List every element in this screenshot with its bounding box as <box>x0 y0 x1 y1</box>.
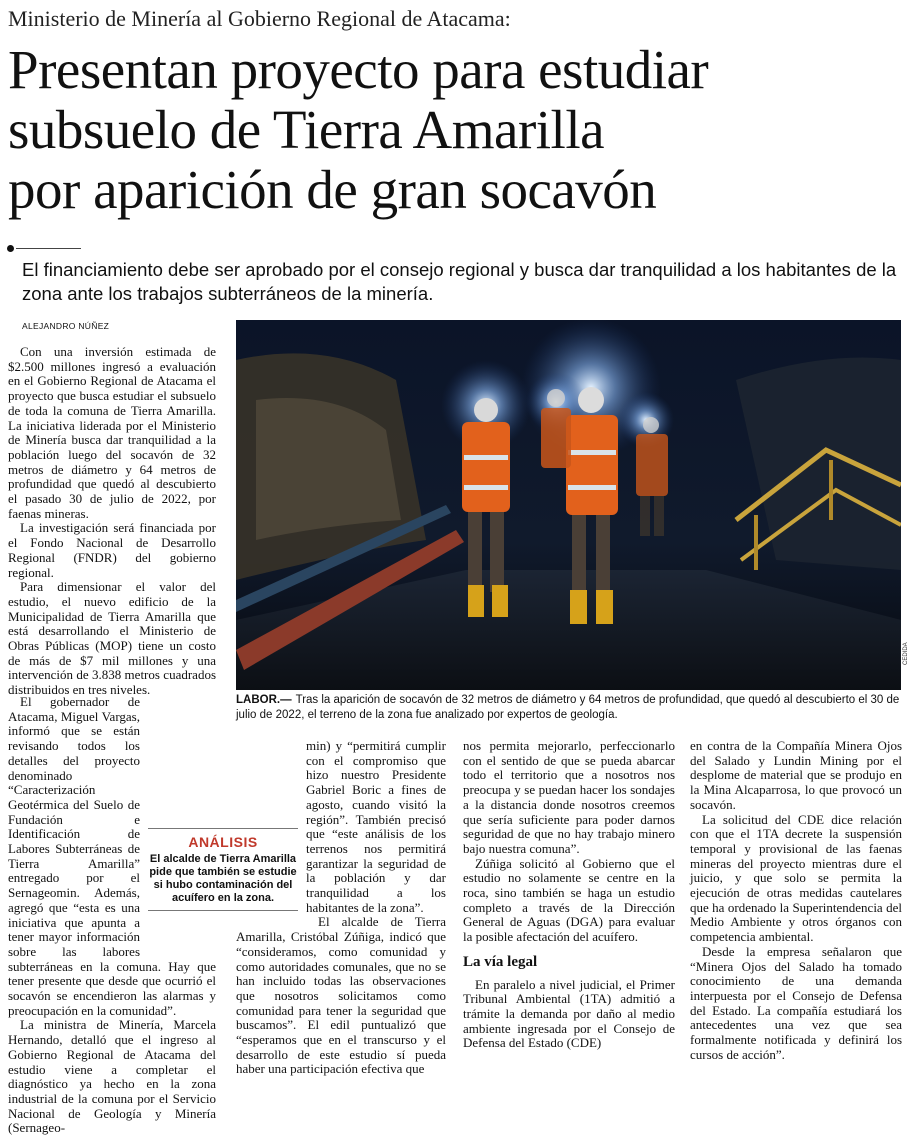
headline-line-3: por aparición de gran socavón <box>8 159 657 220</box>
article-photo <box>236 320 901 690</box>
photo-credit: CEDIDA <box>903 642 909 665</box>
paragraph: nos permita mejorarlo, perfeccionarlo con el sentido de que se pueda abarcar todo el territorio que a nosotros nos preocupa y se puedan hacer los sondajes a la distancia donde nosotros creemos que sería suficiente para poder darnos seguridad de que no hay trabajo minero bajo nuestra comuna”. <box>463 738 675 856</box>
article-headline <box>8 40 908 220</box>
paragraph: Zúñiga solicitó al Gobierno que el estudio no solamente se centre en la roca, sino también se haga un estudio completo a través de la Dirección General de Aguas (DGA) para evaluar la posible afectación del acuífero. <box>463 855 675 945</box>
mine-tunnel-illustration <box>236 320 901 690</box>
text-column-1-lower <box>8 695 216 1136</box>
paragraph: en contra de la Compañía Minera Ojos del Salado y Lundin Mining por el desplome de material que se produjo en la Mina Alcaparrosa, lo que provocó un socavón. <box>690 738 902 812</box>
headline-line-1: Presentan proyecto para estudiar <box>8 39 709 100</box>
headline-line-2: subsuelo de Tierra Amarilla <box>8 99 605 160</box>
section-subhead: La vía legal <box>463 953 538 970</box>
text-column-4 <box>690 739 902 1062</box>
float-spacer <box>236 823 306 919</box>
text-column-3 <box>463 739 675 1051</box>
paragraph: La solicitud del CDE dice relación con que el 1TA decrete la suspensión temporal y provisional de las faenas mineras del proyecto mientras dure el juicio, y que solo se permita la ejecución de otras medidas cautelares que ha ordenado la Superintendencia del Medio Ambiente y otros órganos con competencia ambiental. <box>690 811 902 945</box>
article-byline: ALEJANDRO NÚÑEZ <box>22 321 110 331</box>
section-divider-dot <box>7 245 14 252</box>
analysis-title: ANÁLISIS <box>188 834 258 850</box>
paragraph: Con una inversión estimada de $2.500 millones ingresó a evaluación en el Gobierno Regional de Atacama el proyecto que busca estudiar el subsuelo de toda la comuna de Tierra Amarilla. La iniciativa liderada por el Ministerio de Minería busca dar tranquilidad a la población luego del socavón de 32 metros de diámetro y 64 metros de profundidad que quedó al descubierto el pasado 30 de julio de 2022, por faenas mineras. <box>8 344 216 521</box>
paragraph: La investigación será financiada por el Fondo Nacional de Desarrollo Regional (FNDR) del gobierno regional. <box>8 520 216 580</box>
paragraph: Para dimensionar el valor del estudio, el nuevo edificio de la Municipalidad de Tierra Amarilla que está desarrollando el Ministerio de Obras Públicas (MOP) tiene un costo de más de $7 mil millones y una intervención de 3.838 metros cuadrados distribuidos en tres niveles. <box>8 579 216 698</box>
article-kicker: Ministerio de Minería al Gobierno Regional de Atacama: <box>8 6 511 31</box>
text-column-2 <box>236 739 446 1077</box>
paragraph: El gobernador de Atacama, Miguel Vargas, informó que se están revisando todos los detalles del proyecto denominado “Caracterización Geotérmica del Suelo de Fundación e Identificación de Labores Subterráneas de Tierra Amarilla” entregado por el Sernageomin. Además, agregó que “esta es una iniciativa que apunta a tener mayor información sobre las labores subterráneas en la comuna. Hay que tener presente que desde que ocurrió el socavón se encendieron las alarmas y preocupación en la comunidad”. <box>8 694 216 1018</box>
photo-caption <box>236 693 902 723</box>
analysis-text: El alcalde de Tierra Amarilla pide que también se estudie si hubo contaminación del acuífero en la zona. <box>149 853 297 904</box>
paragraph: En paralelo a nivel judicial, el Primer Tribunal Ambiental (1TA) admitió a trámite la demanda por daño al medio ambiente ingresada por el Consejo de Defensa del Estado (CDE) <box>463 976 675 1051</box>
paragraph: El alcalde de Tierra Amarilla, Cristóbal Zúñiga, indicó que “consideramos, como comunidad y como autoridades comunales, que no se han incluido todas las observaciones que nosotros solicitamos como comunidad para tener la seguridad que buscamos”. El edil puntualizó que “esperamos que en el transcurso y el desarrollo de este estudio sí pueda haber una participación efectiva que <box>236 914 446 1077</box>
paragraph: Desde la empresa señalaron que “Minera Ojos del Salado ha tomado conocimiento de una demanda interpuesta por el Consejo de Defensa del Estado. La compañía estudiará los antecedentes una vez que sea formalmente notificada y definirá los cursos de acción”. <box>690 943 902 1062</box>
caption-text: Tras la aparición de socavón de 32 metros de diámetro y 64 metros de profundidad, que quedó al descubierto el 30 de julio de 2022, el terreno de la zona fue analizado por expertos de geología. <box>236 694 900 721</box>
caption-label: LABOR.— <box>236 694 292 706</box>
section-divider-line <box>16 248 81 249</box>
article-deck: El financiamiento debe ser aprobado por el consejo regional y busca dar tranquilidad a los habitantes de la zona ante los trabajos subterráneos de la minería. <box>22 259 897 304</box>
paragraph: La ministra de Minería, Marcela Hernando, detalló que el ingreso al Gobierno Regional de Atacama del estudio viene a completar el diagnóstico ya hecho en la zona industrial de la comuna por el Servicio Nacional de Geología y Minería (Sernageo- <box>8 1017 216 1136</box>
paragraph: min) y “permitirá cumplir con el compromiso que hizo nuestro Presidente Gabriel Boric a fines de agosto, cuando visitó la región”. También precisó que “este análisis de los terrenos nos permitirá garantizar la seguridad de la población y dar tranquilidad a los habitantes de la zona”. <box>306 738 446 915</box>
text-column-1 <box>8 345 216 698</box>
